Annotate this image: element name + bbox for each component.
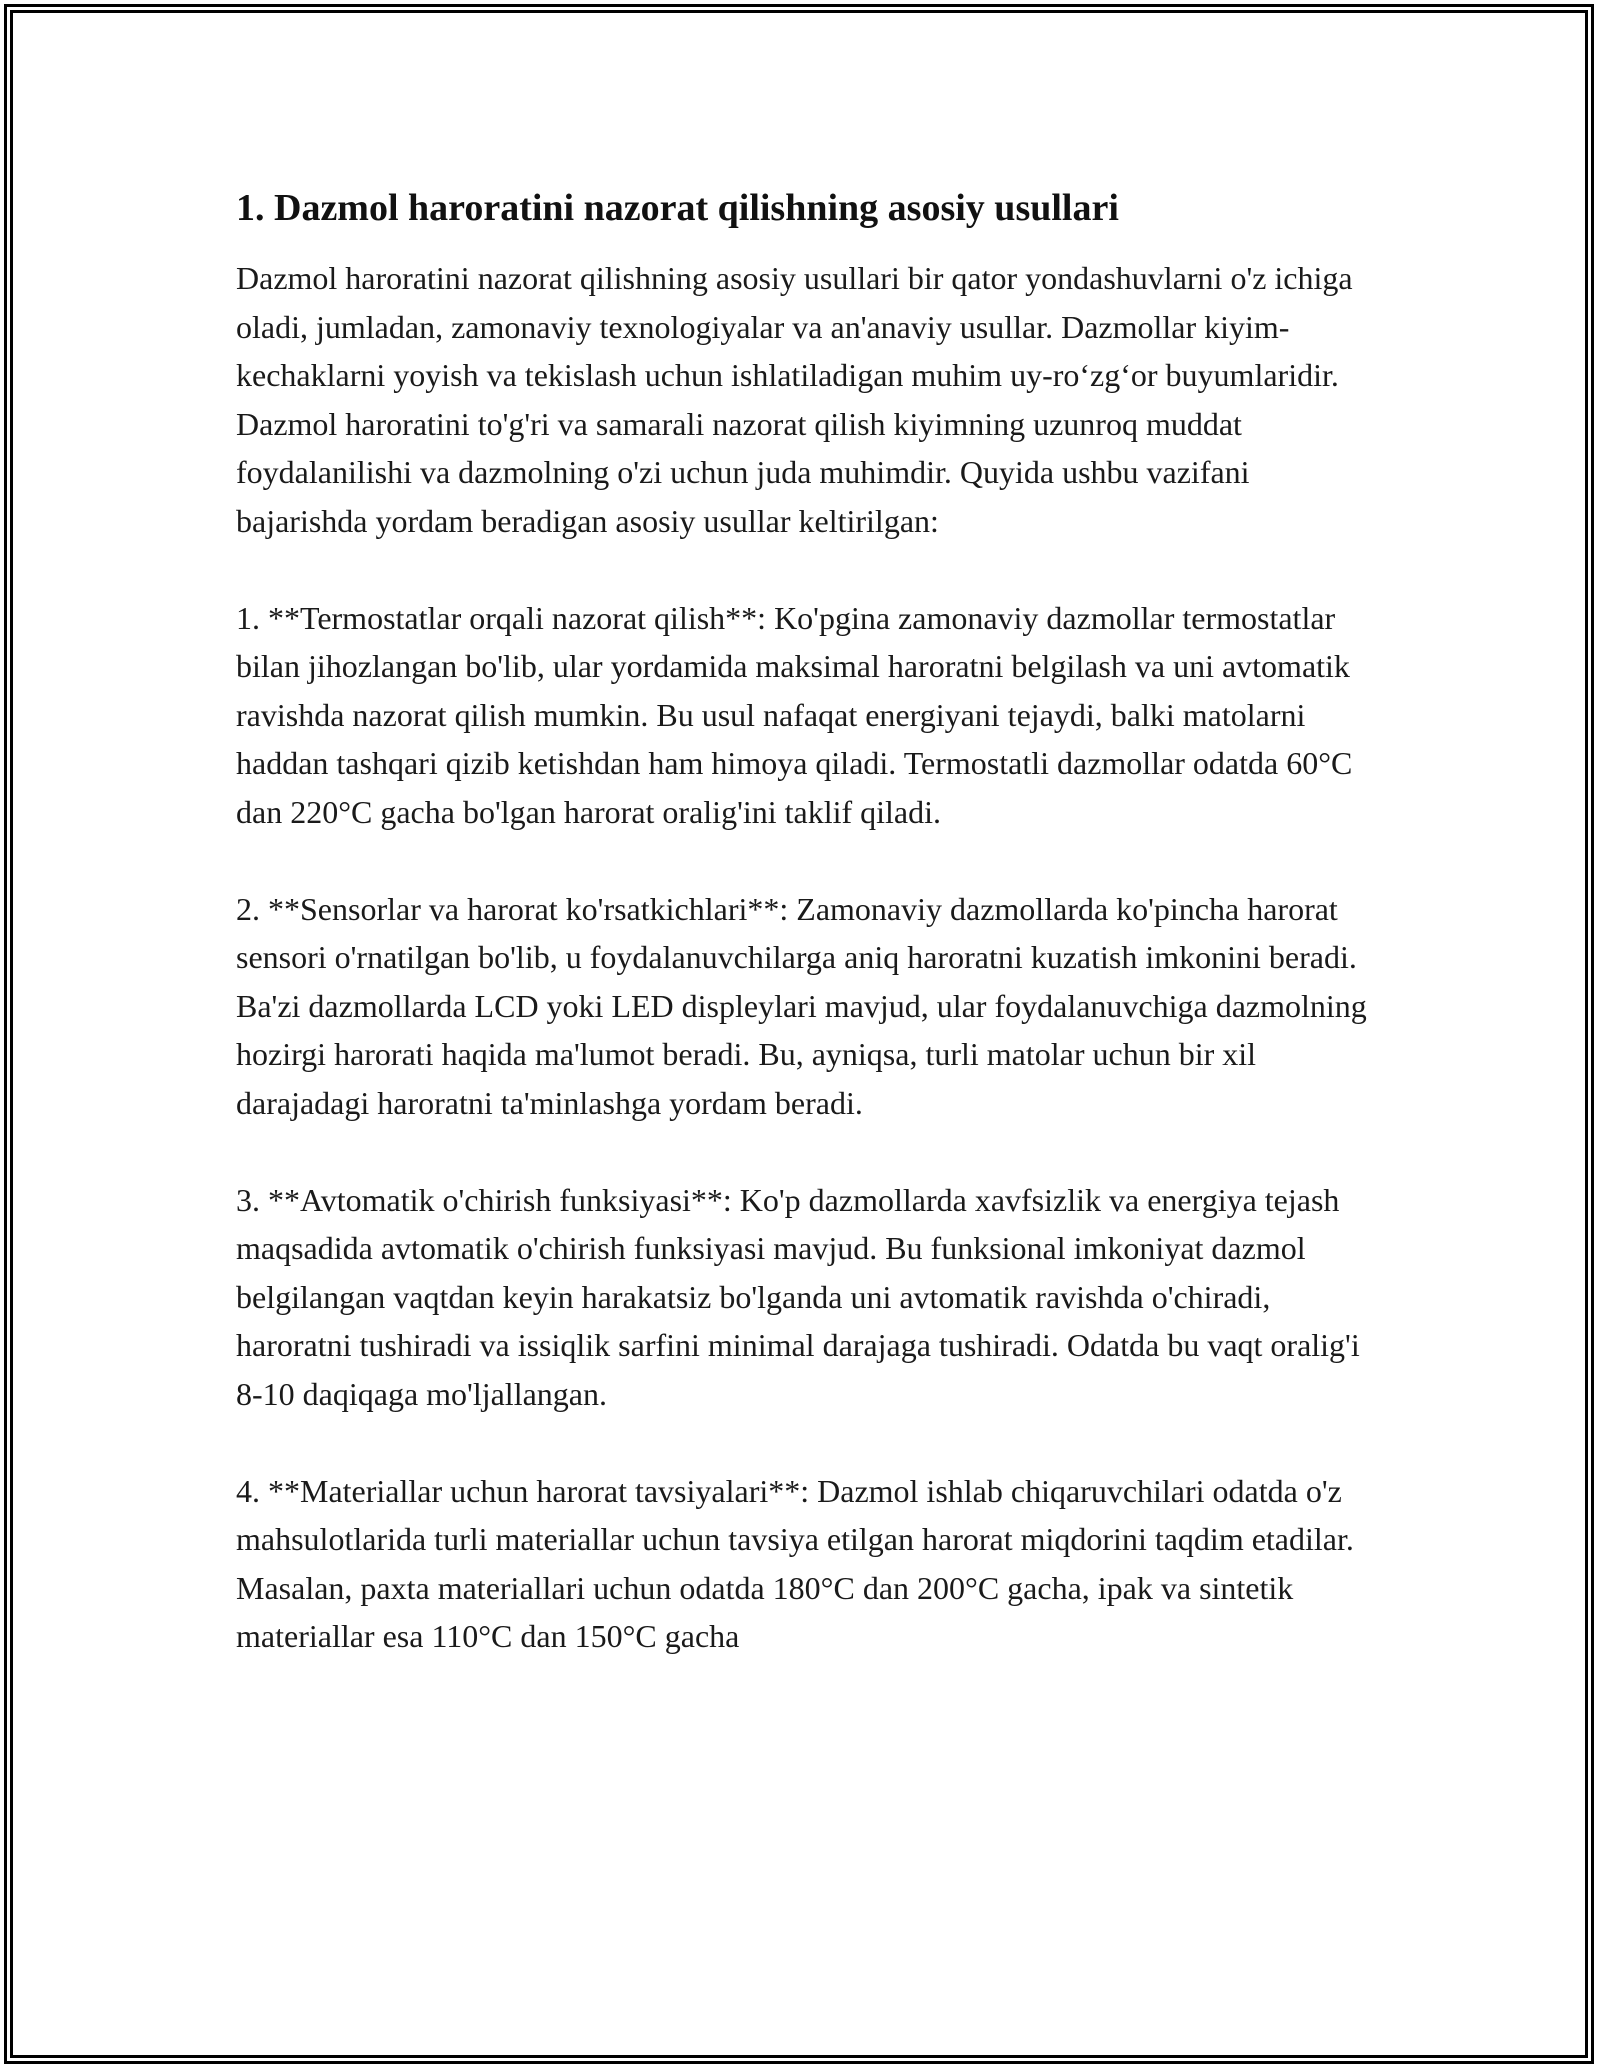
document-body: [236, 184, 1386, 1661]
list-item-auto-shutoff: 3. **Avtomatik o'chirish funksiyasi**: Ko'p dazmollarda xavfsizlik va energiya tejash maqsadida avtomatik o'chirish funksiyasi mavjud. Bu funksional imkoniyat dazmol belgilangan vaqtdan keyin harakatsiz bo'lganda uni avtomatik ravishda o'chiradi, haroratni tushiradi va issiqlik sarfini minimal darajaga tushiradi. Odatda bu vaqt oralig'i 8-10 daqiqaga mo'ljallangan.: [236, 1181, 1360, 1412]
list-item-thermostats: 1. **Termostatlar orqali nazorat qilish**: Ko'pgina zamonaviy dazmollar termostatlar bilan jihozlangan bo'lib, ular yordamida maksimal haroratni belgilash va uni avtomatik ravishda nazorat qilish mumkin. Bu usul nafaqat energiyani tejaydi, balki matolarni haddan tashqari qizib ketishdan ham himoya qiladi. Termostatli dazmollar odatda 60°C dan 220°C gacha bo'lgan harorat oralig'ini taklif qiladi.: [236, 599, 1353, 830]
intro-paragraph: Dazmol haroratini nazorat qilishning asosiy usullari bir qator yondashuvlarni o'z ichiga oladi, jumladan, zamonaviy texnologiyalar va an'anaviy usullar. Dazmollar kiyim-kechaklarni yoyish va tekislash uchun ishlatiladigan muhim uy-ro‘zg‘or buyumlaridir. Dazmol haroratini to'g'ri va samarali nazorat qilish kiyimning uzunroq muddat foydalanilishi va dazmolning o'zi uchun juda muhimdir. Quyida ushbu vazifani bajarishda yordam beradigan asosiy usullar keltirilgan:: [236, 260, 1353, 539]
section-heading: 1. Dazmol haroratini nazorat qilishning asosiy usullari: [236, 187, 1119, 229]
list-item-material-temperatures: 4. **Materiallar uchun harorat tavsiyalari**: Dazmol ishlab chiqaruvchilari odatda o'z mahsulotlarida turli materiallar uchun tavsiya etilgan harorat miqdorini taqdim etadilar. Masalan, paxta materiallari uchun odatda 180°C dan 200°C gacha, ipak va sintetik materiallar esa 110°C dan 150°C gacha: [236, 1472, 1354, 1654]
list-item-sensors: 2. **Sensorlar va harorat ko'rsatkichlari**: Zamonaviy dazmollarda ko'pincha harorat sensori o'rnatilgan bo'lib, u foydalanuvchilarga aniq haroratni kuzatish imkonini beradi. Ba'zi dazmollarda LCD yoki LED displeylari mavjud, ular foydalanuvchiga dazmolning hozirgi harorati haqida ma'lumot beradi. Bu, ayniqsa, turli matolar uchun bir xil darajadagi haroratni ta'minlashga yordam beradi.: [236, 890, 1367, 1121]
